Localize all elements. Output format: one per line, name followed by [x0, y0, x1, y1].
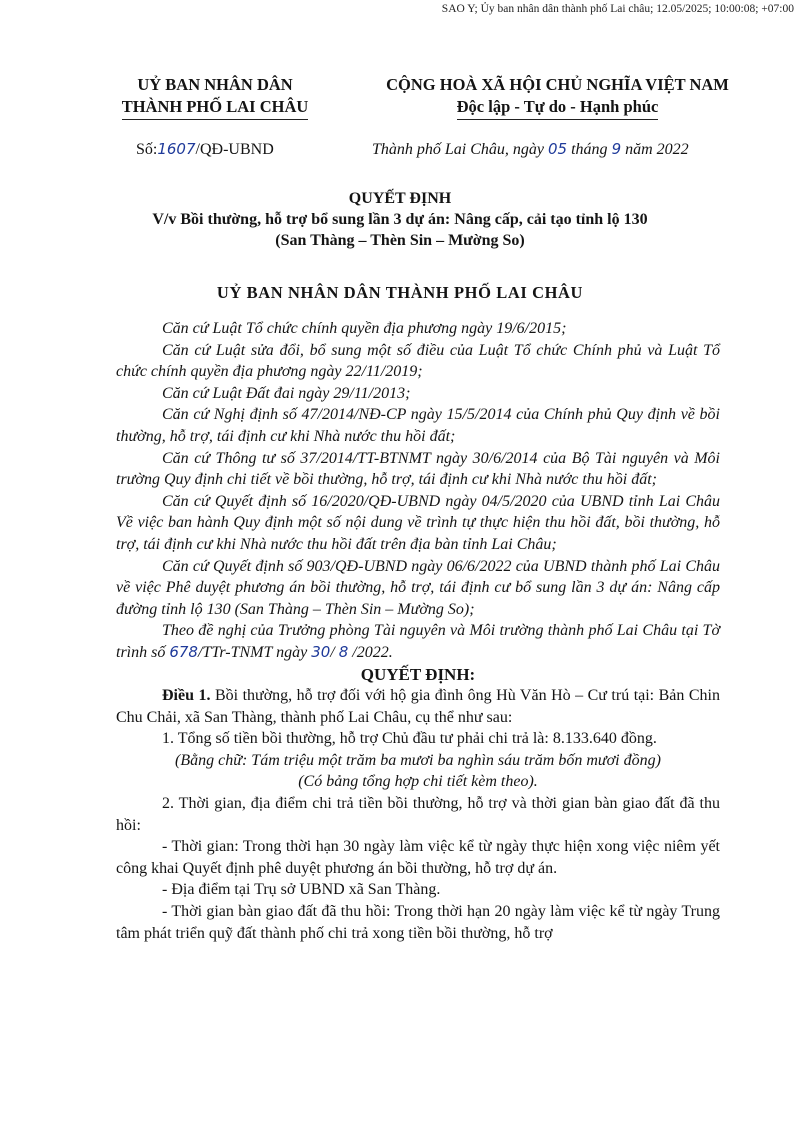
- proposal-month-handwritten: 8: [338, 642, 349, 661]
- article-1-item-1: 1. Tổng số tiền bồi thường, hỗ trợ Chủ đầu tư phải chi trả là: 8.133.640 đồng.: [162, 730, 657, 748]
- proposal-year: /2022.: [348, 643, 393, 661]
- payment-place: - Địa điểm tại Trụ sở UBND xã San Thàng.: [162, 881, 441, 899]
- title-line2: V/v Bồi thường, hỗ trợ bổ sung lần 3 dự án: Nâng cấp, cải tạo tỉnh lộ 130: [152, 211, 648, 228]
- basis-1: Căn cứ Luật Tổ chức chính quyền địa phương ngày 19/6/2015;: [162, 320, 567, 337]
- handover-time: - Thời gian bàn giao đất đã thu hồi: Trong thời hạn 20 ngày làm việc kể từ ngày Trung tâm phát triển quỹ đất thành phố chi trả xong tiền bồi thường, hỗ trợ: [116, 903, 720, 942]
- article-1-text: Bồi thường, hỗ trợ đối với hộ gia đình ông Hù Văn Hò – Cư trú tại: Bản Chin Chu Chải, xã San Thàng, thành phố Lai Châu, cụ thể như sau:: [116, 687, 721, 726]
- document-body: [116, 318, 720, 944]
- proposal-day-handwritten: 30: [311, 642, 331, 661]
- title-line3: (San Thàng – Thèn Sin – Mường So): [275, 232, 525, 249]
- authority-line1: UỶ BAN NHÂN DÂN: [137, 75, 293, 94]
- basis-4: Căn cứ Nghị định số 47/2014/NĐ-CP ngày 15/5/2014 của Chính phủ Quy định về bồi thường, hỗ trợ, tái định cư khi Nhà nước thu hồi đất;: [116, 406, 720, 445]
- proposal-date-label: /TTr-TNMT ngày: [197, 643, 312, 661]
- basis-6: Căn cứ Quyết định số 16/2020/QĐ-UBND ngày 04/5/2020 của UBND tỉnh Lai Châu Về việc ban hành Quy định một số nội dung về trình tự thực hiện thu hồi đất, bồi thường, hỗ trợ, tái định cư khi Nhà nước thu hồi đất trên địa bàn tỉnh Lai Châu;: [116, 492, 720, 553]
- attached-note: (Có bảng tổng hợp chi tiết kèm theo).: [298, 773, 538, 791]
- basis-5: Căn cứ Thông tư số 37/2014/TT-BTNMT ngày 30/6/2014 của Bộ Tài nguyên và Môi trường Quy định chi tiết về bồi thường, hỗ trợ, tái định cư khi Nhà nước thu hồi đất;: [116, 449, 720, 489]
- place-date-prefix: Thành phố Lai Châu, ngày: [372, 141, 549, 158]
- digital-copy-stamp: SAO Y; Ủy ban nhân dân thành phố Lai châu; 12.05/2025; 10:00:08; +07:00: [441, 3, 794, 15]
- date-month-handwritten: 9: [611, 140, 622, 158]
- proposal-number-handwritten: 678: [169, 642, 198, 661]
- proposal-text: Theo đề nghị của Trưởng phòng Tài nguyên và Môi trường thành phố Lai Châu tại Tờ trình số: [116, 622, 720, 661]
- article-1-label: Điều 1.: [162, 687, 211, 705]
- basis-2: Căn cứ Luật sửa đổi, bổ sung một số điều của Luật Tổ chức Chính phủ và Luật Tổ chức chính quyền địa phương ngày 22/11/2019;: [116, 341, 720, 381]
- document-number: [136, 140, 274, 159]
- authority-line2: THÀNH PHỐ LAI CHÂU: [122, 96, 309, 120]
- decide-heading: QUYẾT ĐỊNH:: [360, 664, 476, 684]
- year-label: năm 2022: [621, 141, 689, 158]
- month-label: tháng: [567, 141, 612, 158]
- article-1: [116, 685, 720, 728]
- proposal-slash: /: [330, 643, 339, 661]
- issuing-authority: [100, 74, 330, 120]
- date-day-handwritten: 05: [548, 140, 568, 158]
- place-date: [372, 140, 689, 159]
- nation-name: CỘNG HOÀ XÃ HỘI CHỦ NGHĨA VIỆT NAM: [386, 75, 729, 94]
- basis-7: Căn cứ Quyết định số 903/QĐ-UBND ngày 06/6/2022 của UBND thành phố Lai Châu về việc Phê duyệt phương án bồi thường, hỗ trợ, tái định cư bổ sung lần 3 dự án: Nâng cấp đường tỉnh lộ 130 (San Thàng – Thèn Sin – Mường So);: [116, 557, 720, 618]
- article-1-item-2: 2. Thời gian, địa điểm chi trả tiền bồi thường, hỗ trợ và thời gian bàn giao đất đã thu hồi:: [116, 795, 720, 834]
- payment-time: - Thời gian: Trong thời hạn 30 ngày làm việc kể từ ngày thực hiện xong việc niêm yết công khai Quyết định phê duyệt phương án bồi thường, hỗ trợ dự án.: [116, 838, 720, 877]
- title-line1: QUYẾT ĐỊNH: [348, 190, 452, 207]
- basis-3: Căn cứ Luật Đất đai ngày 29/11/2013;: [162, 384, 411, 402]
- national-heading: [355, 74, 760, 120]
- proposal: [116, 620, 720, 663]
- docnum-suffix: /QĐ-UBND: [195, 141, 274, 158]
- decision-title: [80, 188, 720, 251]
- amount-in-words: (Bằng chữ: Tám triệu một trăm ba mươi ba nghìn sáu trăm bốn mươi đồng): [175, 751, 661, 769]
- council-heading: UỶ BAN NHÂN DÂN THÀNH PHỐ LAI CHÂU: [216, 283, 584, 302]
- docnum-prefix: Số:: [136, 141, 158, 158]
- national-motto: Độc lập - Tự do - Hạnh phúc: [457, 96, 659, 120]
- docnum-handwritten: 1607: [157, 140, 196, 158]
